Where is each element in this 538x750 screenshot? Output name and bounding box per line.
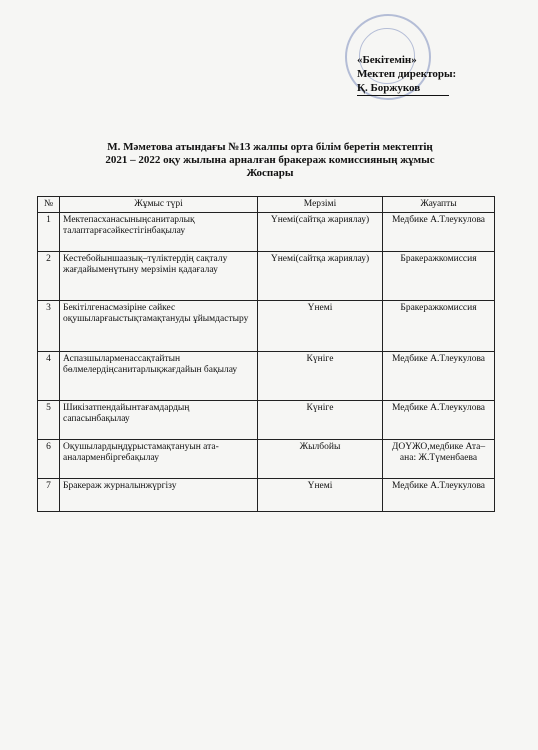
row-responsible: ДОҮЖО,медбике Ата–ана: Ж.Түменбаева (383, 440, 495, 479)
row-term: Үнемі (258, 479, 383, 512)
row-work: Оқушылардыңдұрыстамақтануын ата-аналарменбіргебақылау (60, 440, 258, 479)
table-row (38, 252, 495, 301)
table-row (38, 301, 495, 352)
row-responsible: Медбике А.Тлеукулова (383, 401, 495, 440)
header-number: № (38, 197, 60, 213)
title-line-3: Жоспары (246, 167, 294, 179)
row-term: Күнігe (258, 352, 383, 401)
row-work: Шикізатпендайынтағамдардың сапасынбақылау (60, 401, 258, 440)
approval-heading: «Бекітемін» (357, 54, 417, 66)
row-responsible: Медбике А.Тлеукулова (383, 479, 495, 512)
document-title (60, 141, 480, 180)
header-work-type: Жұмыс түрі (60, 197, 258, 213)
row-term: Үнемі(сайтқа жариялау) (258, 252, 383, 301)
row-number: 7 (38, 479, 60, 512)
row-work: Аспазшыларменасcақтайтын бөлмелердіңсанитарлықжағдайын бақылау (60, 352, 258, 401)
row-number: 6 (38, 440, 60, 479)
row-responsible: Бракеражкомиссия (383, 252, 495, 301)
header-term: Мерзімі (258, 197, 383, 213)
row-number: 3 (38, 301, 60, 352)
row-term: Үнемі (258, 301, 383, 352)
table-row (38, 352, 495, 401)
row-responsible: Медбике А.Тлеукулова (383, 213, 495, 252)
header-responsible: Жауапты (383, 197, 495, 213)
row-responsible: Медбике А.Тлеукулова (383, 352, 495, 401)
approval-block (357, 53, 456, 96)
table-row (38, 401, 495, 440)
row-number: 1 (38, 213, 60, 252)
table-row (38, 213, 495, 252)
row-work: Бракераж журналынжүргізу (60, 479, 258, 512)
title-line-1: М. Мәметова атындағы №13 жалпы орта білім беретін мектептің (107, 141, 433, 153)
row-work: Кестебойыншаазық–түліктердің сақталу жағдайыменүтыну мерзімін қадағалау (60, 252, 258, 301)
row-term: Үнемі(сайтқа жариялау) (258, 213, 383, 252)
table-header-row (38, 197, 495, 213)
approval-position: Мектеп директоры: (357, 68, 457, 80)
commission-plan-table (37, 196, 495, 512)
row-work: Бекітілгенасмәзіріне сәйкес оқушыларғаыстықтамақтануды ұйымдастыру (60, 301, 258, 352)
row-number: 2 (38, 252, 60, 301)
row-term: Күнігe (258, 401, 383, 440)
row-number: 4 (38, 352, 60, 401)
table-row (38, 479, 495, 512)
approval-name: Қ. Боржуков (357, 81, 456, 96)
row-number: 5 (38, 401, 60, 440)
row-term: Жылбойы (258, 440, 383, 479)
title-line-2: 2021 – 2022 оқу жылына арналған бракераж комиссияның жұмыс (105, 154, 435, 166)
row-responsible: Бракеражкомиссия (383, 301, 495, 352)
row-work: Мектепасханасыныңсанитарлық талаптарғасәйкестігінбақылау (60, 213, 258, 252)
table-row (38, 440, 495, 479)
